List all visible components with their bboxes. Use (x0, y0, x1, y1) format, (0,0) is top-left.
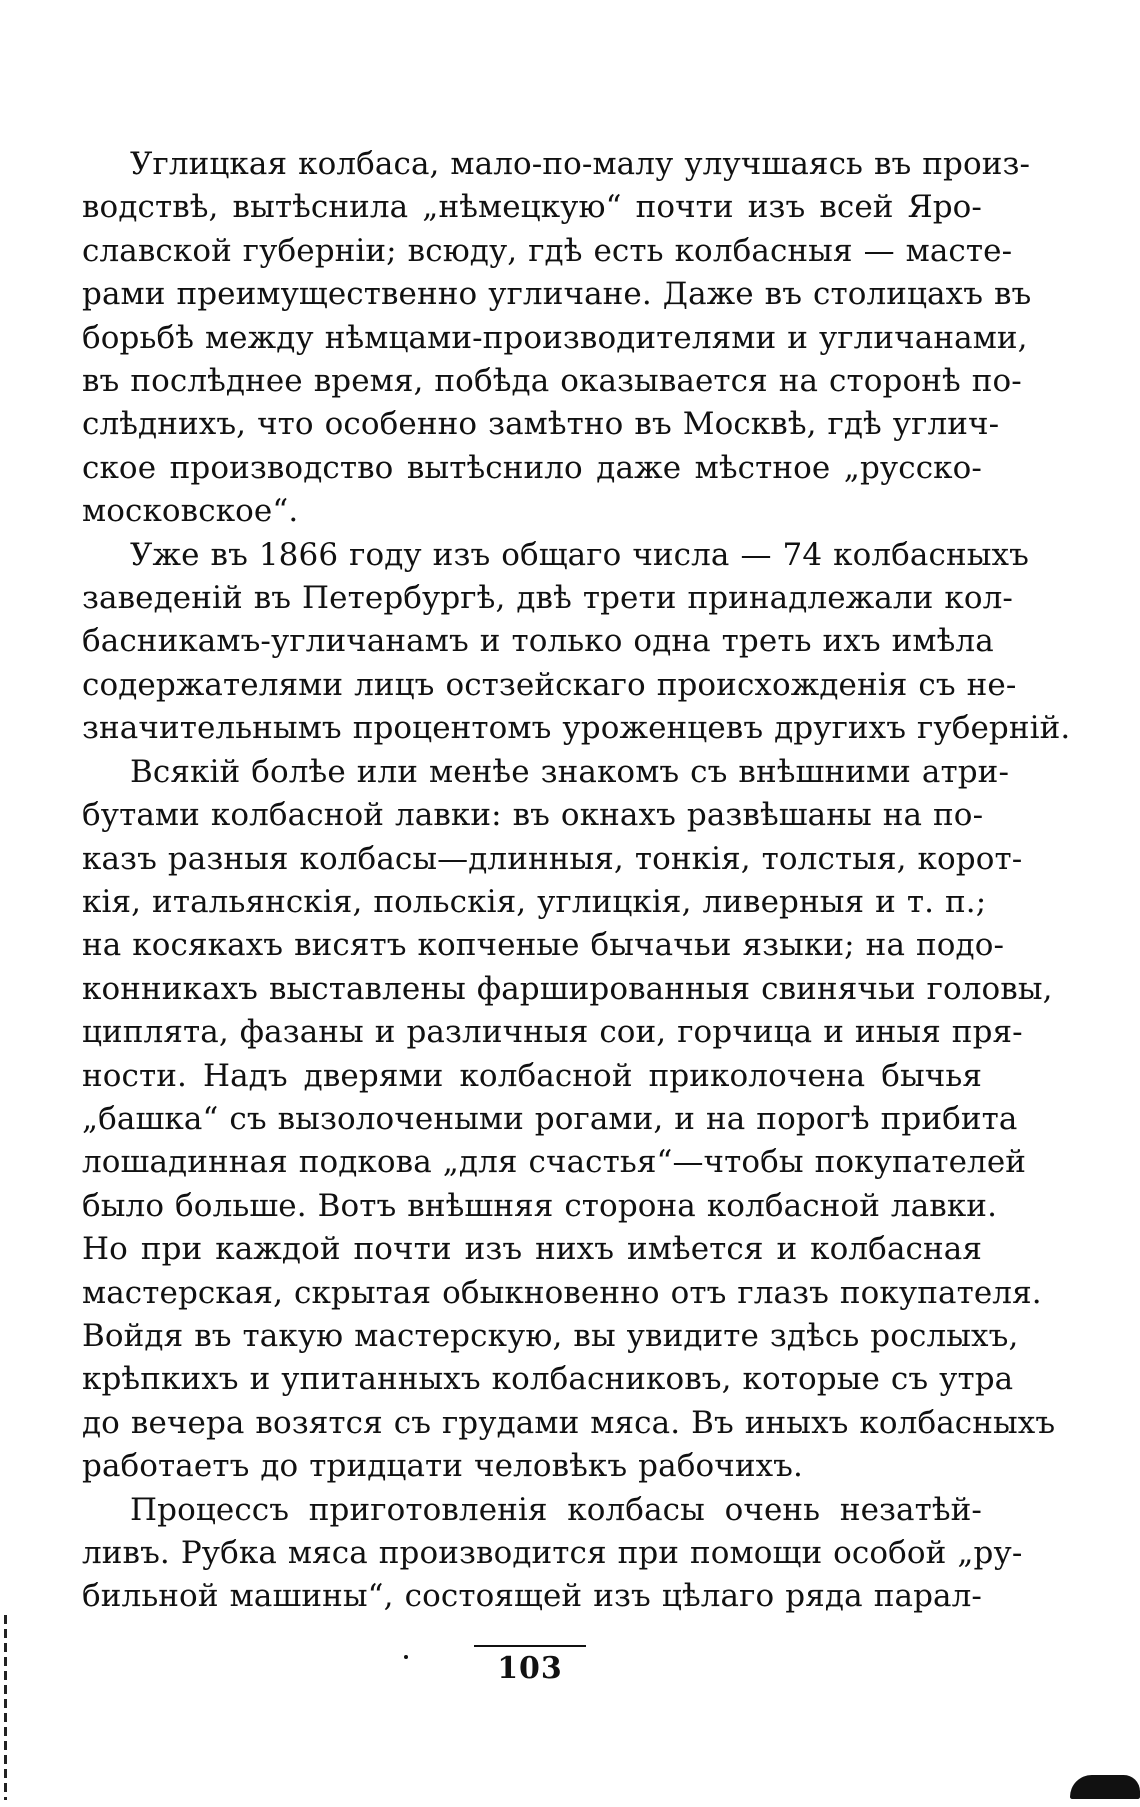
text-line: до вечера возятся съ грудами мяса. Въ иныхъ колбасныхъ (82, 1404, 1056, 1441)
text-line: ливъ. Рубка мяса производится при помощи особой „ру- (82, 1535, 1023, 1571)
text-line: Но при каждой почти изъ нихъ имѣется и колбасная (82, 1231, 982, 1268)
text-line: конникахъ выставлены фаршированныя свинячьи головы, (82, 970, 1053, 1007)
text-line: Уже въ 1866 году изъ общаго числа — 74 колбасныхъ (130, 536, 1029, 573)
text-line: значительнымъ процентомъ уроженцевъ другихъ губерній. (82, 710, 1071, 747)
text-line: славской губерніи; всюду, гдѣ есть колбасныя — масте- (82, 232, 1013, 269)
text-line: „башка“ съ вызолочеными рогами, и на порогѣ прибита (82, 1100, 1018, 1137)
page-footer (470, 1645, 590, 1686)
text-line: водствѣ, вытѣснила „нѣмецкую“ почти изъ всей Яро- (82, 189, 982, 226)
text-line: слѣднихъ, что особенно замѣтно въ Москвѣ, гдѣ углич- (82, 406, 1000, 443)
text-line: рами преимущественно угличане. Даже въ столицахъ въ (82, 276, 1032, 313)
text-line: на косякахъ висятъ копченые бычачьи языки; на подо- (82, 927, 1005, 964)
text-line: Углицкая колбаса, мало-по-малу улучшаясь въ произ- (130, 146, 1031, 182)
text-line: ское производство вытѣснило даже мѣстное „русско- (82, 449, 982, 486)
text-line: кія, итальянскія, польскія, углицкія, ливерныя и т. п.; (82, 883, 987, 920)
scan-edge-artifact (4, 1615, 7, 1800)
text-line: крѣпкихъ и упитанныхъ колбасниковъ, которые съ утра (82, 1361, 1014, 1398)
paragraph-1 (82, 143, 1032, 534)
paragraph-2 (82, 534, 1071, 751)
text-line: было больше. Вотъ внѣшняя сторона колбасной лавки. (82, 1187, 998, 1224)
text-line: басникамъ-угличанамъ и только одна треть ихъ имѣла (82, 623, 994, 660)
text-line: борьбѣ между нѣмцами-производителями и угличанами, (82, 319, 1028, 356)
text-line: циплята, фазаны и различныя сои, горчица и иныя пря- (82, 1014, 1023, 1051)
text-line: въ послѣднее время, побѣда оказывается на сторонѣ по- (82, 363, 1022, 400)
paragraph-4 (82, 1489, 1023, 1619)
page-number: 103 (497, 1651, 563, 1686)
text-line: казъ разныя колбасы—длинныя, тонкія, толстыя, корот- (82, 840, 1023, 877)
page-body-text (82, 143, 1071, 1619)
text-line: ности. Надъ дверями колбасной приколочена бычья (82, 1057, 982, 1094)
text-line: работаетъ до тридцати человѣкъ рабочихъ. (82, 1448, 803, 1485)
text-line: лошадинная подкова „для счастья“—чтобы покупателей (82, 1144, 1027, 1181)
scan-ink-blob (1070, 1775, 1140, 1799)
text-line: бутами колбасной лавки: въ окнахъ развѣшаны на по- (82, 797, 984, 834)
footer-rule (474, 1645, 586, 1647)
paragraph-3 (82, 751, 1056, 1489)
text-line: Всякій болѣе или менѣе знакомъ съ внѣшними атри- (130, 753, 1010, 790)
text-line: московское“. (82, 493, 299, 530)
text-line: Войдя въ такую мастерскую, вы увидите здѣсь рослыхъ, (82, 1317, 1019, 1354)
text-line: мастерская, скрытая обыкновенно отъ глазъ покупателя. (82, 1274, 1042, 1311)
text-line: содержателями лицъ остзейскаго происхожденія съ не- (82, 666, 1017, 703)
text-line: Процессъ приготовленія колбасы очень незатѣй- (130, 1491, 982, 1528)
text-line: заведеній въ Петербургѣ, двѣ трети принадлежали кол- (82, 580, 1013, 617)
scan-dust-dot (404, 1655, 408, 1659)
text-line: бильной машины“, состоящей изъ цѣлаго ряда парал- (82, 1578, 982, 1615)
